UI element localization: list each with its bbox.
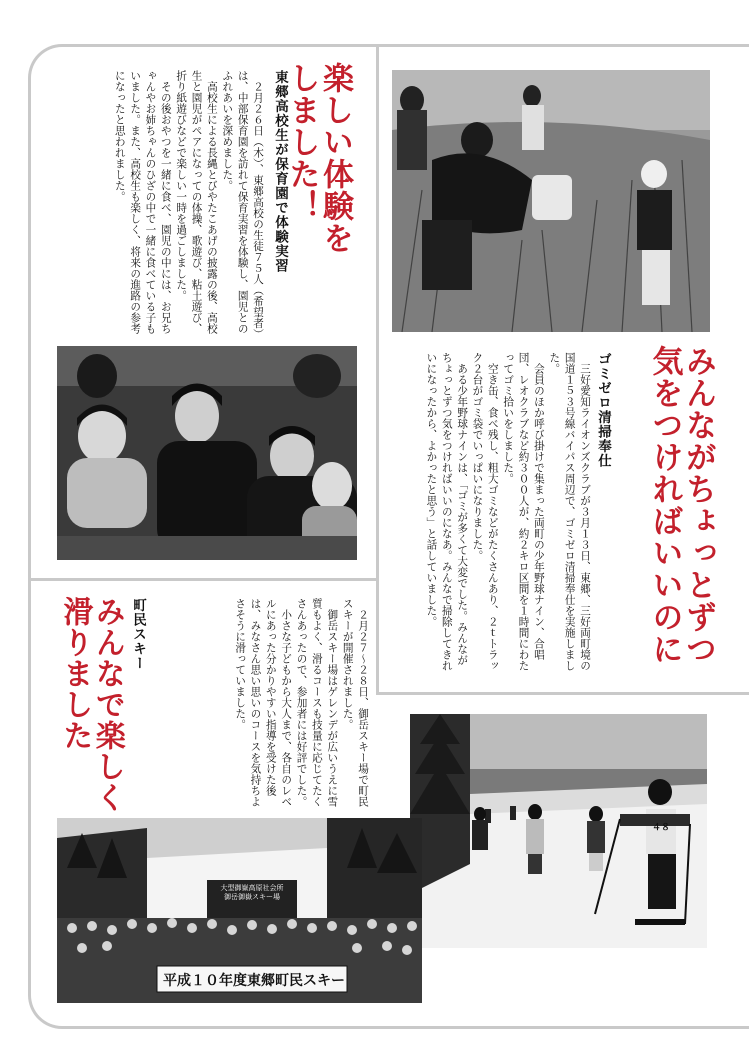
skier-photo bbox=[410, 714, 707, 948]
kindergarten-paragraph-1: ２月２６日（木）、東郷高校の生徒７５人（希望者）は、中部保育園を訪れて保育実習を体験し、園児とのふれあいを深めました。 bbox=[221, 70, 264, 334]
cleanup-paragraph-3: 空き缶、食べ残し、粗大ゴミなどがたくさんあり、２ｔトラック２台がゴミ袋でいっぱいになりました。 bbox=[471, 352, 499, 671]
cleanup-paragraph-4: ある少年野球ナインは、「ゴミが多くて大変でした。みんながちょっとずつ気をつければいいのになあ。みんなで掃除してきれいになったから、よかったと思う」と話していました。 bbox=[425, 352, 469, 671]
cleanup-paragraph-2: 会員のほか呼び掛けで集まった両町の少年野球ナイン、合唱団、レオクラブなど約３００人が、約２キロ区間を１時間にわたってゴミ拾いをしました。 bbox=[502, 352, 545, 671]
cleanup-subhead: ゴミゼロ清掃奉仕 bbox=[595, 352, 611, 468]
cleanup-headline: みんながちょっとずつ 気をつければいいのに bbox=[646, 345, 716, 665]
cleanup-body bbox=[412, 352, 592, 674]
ski-paragraph-3: 小さな子どもから大人まで、各自のレベルにあった分かりやすい指導を受けた後は、みなさん思い思いのコースを気持ちよさそうに滑っていました。 bbox=[234, 598, 293, 807]
skier-bib-number: ４８ bbox=[652, 823, 671, 833]
kindergarten-headline: 楽しい体験を しました！ bbox=[283, 62, 353, 254]
ski-body bbox=[145, 598, 370, 808]
cleanup-paragraph-1: 三好愛知ライオンズクラブが３月１３日、東郷、三好両町境の国道１５３号線バイパス周辺で、ゴミゼロ清掃奉仕を実施しました。 bbox=[548, 352, 591, 671]
group-ski-photo bbox=[57, 818, 422, 1003]
group-photo-sign: 大型御嶽高原社会所 御岳御嶽スキー場 bbox=[220, 884, 284, 902]
cleanup-photo bbox=[392, 70, 710, 332]
divider-horizontal-right bbox=[376, 692, 749, 695]
divider-horizontal-left bbox=[28, 578, 378, 581]
ski-paragraph-2: 御岳スキー場はゲレンデが広いうえに雪質もよく、滑るコースも技量に応じてたくさんあったので、参加者には好評でした。 bbox=[295, 598, 339, 807]
ski-headline: みんなで楽しく 滑りました bbox=[57, 596, 125, 813]
kindergarten-paragraph-2: 高校生による長縄とびやたこあげの披露の後、高校生と園児がペアになっての体操、歌遊び、粘土遊び、折り紙遊びなどで楽しい一時を過ごしました。 bbox=[175, 70, 218, 334]
divider-vertical-top bbox=[376, 44, 379, 694]
group-photo-banner: 平成１０年度東郷町民スキー bbox=[163, 973, 345, 989]
kindergarten-paragraph-3: その後おやつを一緒に食べ、園児の中には、お兄ちゃんやお姉ちゃんのひざの中で一緒に食べている子もいました。また、高校生も楽しく、将来の進路の参考になったと思われました。 bbox=[113, 70, 172, 334]
ski-paragraph-1: ２月２７〜２８日、御岳スキー場で町民スキーが開催されました。 bbox=[341, 598, 369, 807]
kindergarten-body bbox=[50, 70, 265, 335]
ski-subhead: 町民スキー bbox=[130, 598, 146, 671]
kindergarten-subhead: 東郷高校生が保育園で体験実習 bbox=[272, 70, 288, 273]
kindergarten-photo bbox=[57, 346, 357, 560]
